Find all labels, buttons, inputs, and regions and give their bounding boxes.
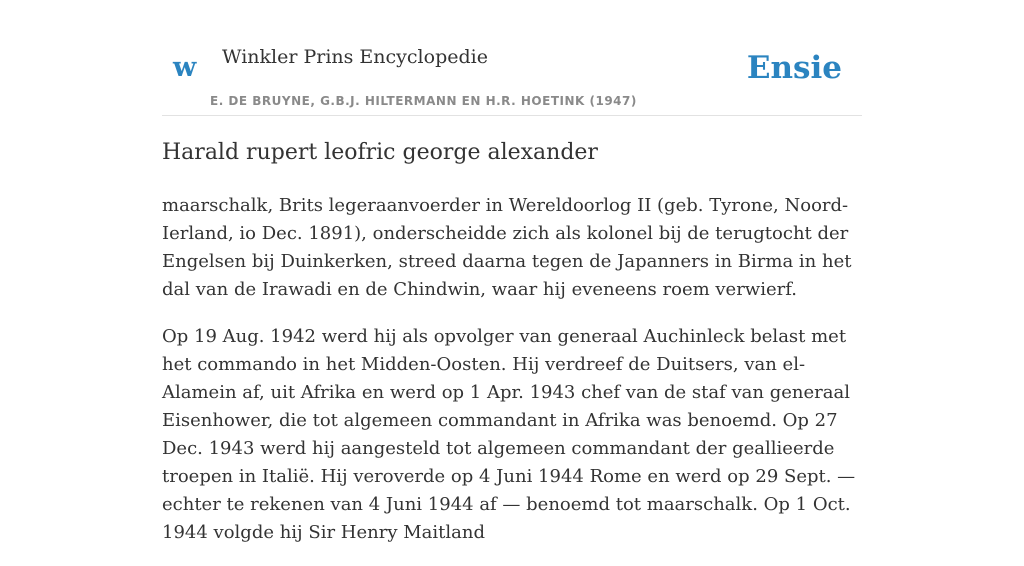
source-logo[interactable]: w <box>173 52 197 83</box>
source-header <box>162 0 862 116</box>
brand-logo[interactable]: Ensie <box>746 50 842 86</box>
source-title[interactable]: Winkler Prins Encyclopedie <box>222 46 488 68</box>
article-body <box>162 192 862 566</box>
article-paragraph: Op 19 Aug. 1942 werd hij als opvolger van generaal Auchinleck belast met het commando in het Midden-Oosten. Hij verdreef de Duitsers, van el-Alamein af, uit Afrika en werd op 1 Apr. 1943 chef van de staf van generaal Eisenhower, die tot algemeen commandant in Afrika was benoemd. Op 27 Dec. 1943 werd hij aangesteld tot algemeen commandant der geallieerde troepen in Italië. Hij veroverde op 4 Juni 1944 Rome en werd op 29 Sept. — echter te rekenen van 4 Juni 1944 af — benoemd tot maarschalk. Op 1 Oct. 1944 volgde hij Sir Henry Maitland <box>162 326 856 543</box>
article-paragraph: maarschalk, Brits legeraanvoerder in Wereldoorlog II (geb. Tyrone, Noord-Ierland, io Dec. 1891), onderscheidde zich als kolonel bij de terugtocht der Engelsen bij Duinkerken, streed daarna tegen de Japanners in Birma in het dal van de Irawadi en de Chindwin, waar hij eveneens roem verwierf. <box>162 195 852 300</box>
article-title: Harald rupert leofric george alexander <box>162 140 598 165</box>
source-authors: E. DE BRUYNE, G.B.J. HILTERMANN EN H.R. HOETINK (1947) <box>210 94 637 108</box>
page <box>162 0 862 543</box>
